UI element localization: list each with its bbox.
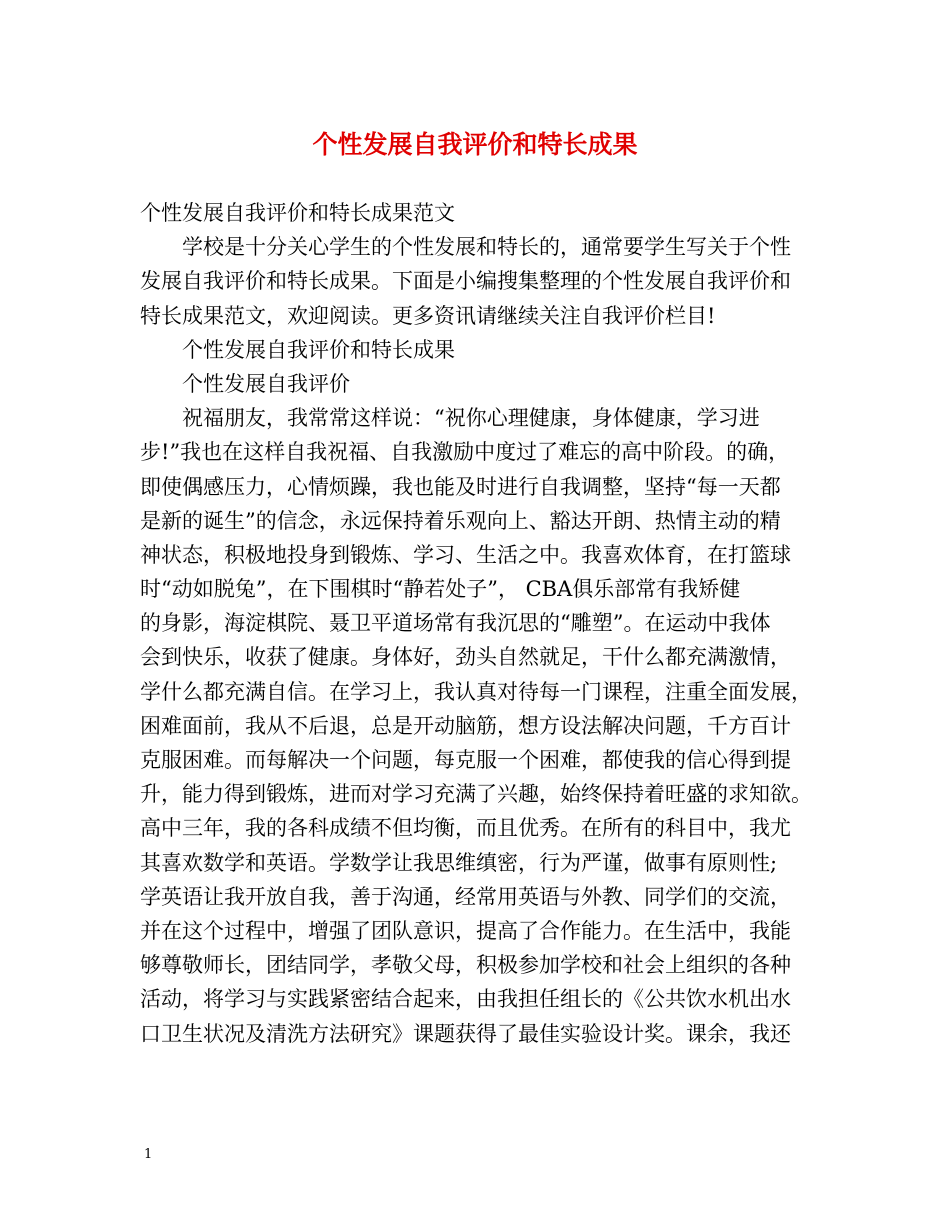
page-number: 1 [144,1147,153,1162]
body-line: 够尊敬师长，团结同学，孝敬父母，积极参加学校和社会上组织的各种 [140,953,791,978]
document-body [140,196,830,1051]
body-line: 克服困难。而每解决一个问题，每克服一个困难，都使我的信心得到提 [140,748,791,772]
body-line: 学校是十分关心学生的个性发展和特长的，通常要学生写关于个性 [182,235,791,260]
body-line: 升，能力得到锻炼，进而对学习充满了兴趣，始终保持着旺盛的求知欲。 [140,782,812,807]
body-line: 的身影，海淀棋院、聂卫平道场常有我沉思的“雕塑”。在运动中我体 [140,611,771,636]
body-line: 个性发展自我评价和特长成果范文 [140,201,455,225]
body-line: 活动，将学习与实践紧密结合起来，由我担任组长的《公共饮水机出水 [140,987,791,1012]
body-line: 口卫生状况及清洗方法研究》课题获得了最佳实验设计奖。课余，我还 [140,1021,791,1046]
body-line: 困难面前，我从不后退，总是开动脑筋，想方设法解决问题，千方百计 [140,713,791,738]
body-line: 其喜欢数学和英语。学数学让我思维缜密，行为严谨，做事有原则性; [140,850,778,875]
body-line: 高中三年，我的各科成绩不但均衡，而且优秀。在所有的科目中，我尤 [140,816,791,841]
body-line: 即使偶感压力，心情烦躁，我也能及时进行自我调整，坚持“每一天都 [140,474,781,499]
body-line: 祝福朋友，我常常这样说：“祝你心理健康，身体健康，学习进 [182,406,760,431]
body-line: 会到快乐，收获了健康。身体好，劲头自然就足，干什么都充满激情， [140,645,791,670]
body-line: 并在这个过程中，增强了团队意识，提高了合作能力。在生活中，我能 [140,918,791,943]
body-line: 学什么都充满自信。在学习上，我认真对待每一门课程，注重全面发展， [140,679,812,704]
body-line: 特长成果范文，欢迎阅读。更多资讯请继续关注自我评价栏目! [140,303,716,328]
body-line: 步!”我也在这样自我祝福、自我激励中度过了难忘的高中阶段。的确， [140,440,790,465]
body-line: 个性发展自我评价和特长成果 [182,337,455,362]
body-line: 时“动如脱兔”，在下围棋时“静若处子”， CBA俱乐部常有我矫健 [140,577,741,602]
body-line: 神状态，积极地投身到锻炼、学习、生活之中。我喜欢体育，在打篮球 [140,542,791,567]
body-line: 个性发展自我评价 [182,371,350,396]
body-line: 发展自我评价和特长成果。下面是小编搜集整理的个性发展自我评价和 [140,269,791,294]
body-line: 是新的诞生”的信念，永远保持着乐观向上、豁达开朗、热情主动的精 [140,508,781,533]
body-line: 学英语让我开放自我，善于沟通，经常用英语与外教、同学们的交流， [140,884,791,909]
document-title: 个性发展自我评价和特长成果 [312,130,638,159]
